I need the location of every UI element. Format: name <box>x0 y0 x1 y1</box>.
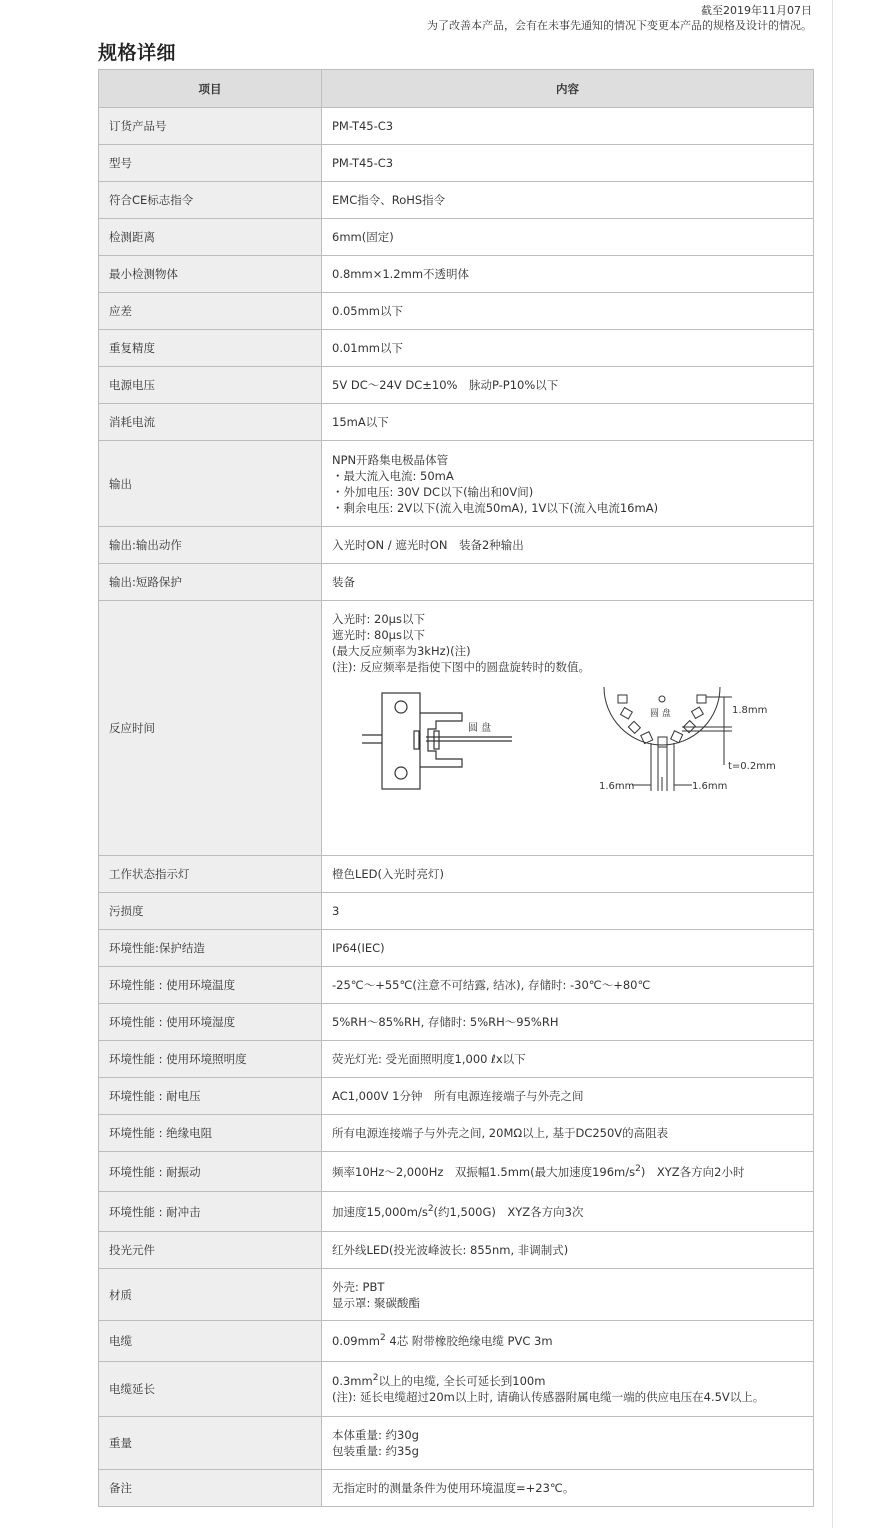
row-value: 所有电源连接端子与外壳之间, 20MΩ以上, 基于DC250V的高阻表 <box>322 1115 814 1152</box>
disk-slit <box>692 707 704 718</box>
table-header-row <box>99 70 814 108</box>
dim-1-8mm: 1.8mm <box>732 705 768 716</box>
spec-table <box>98 69 814 1507</box>
row-label: 型号 <box>99 145 322 182</box>
table-row <box>99 108 814 145</box>
table-row <box>99 330 814 367</box>
dim-1-6mm-left: 1.6mm <box>599 781 635 792</box>
row-label: 备注 <box>99 1470 322 1507</box>
emitter <box>414 731 419 749</box>
cable-text: 0.09mm <box>332 1334 381 1348</box>
shock-text-end: (约1,500G) XYZ各方向3次 <box>433 1204 584 1219</box>
disk-diagram <box>332 685 792 825</box>
row-label: 环境性能 : 耐电压 <box>99 1078 322 1115</box>
mount-hole-bottom <box>395 767 407 779</box>
row-value <box>322 1269 814 1321</box>
disk-slit <box>671 731 683 743</box>
table-row <box>99 564 814 601</box>
material-line: 外壳: PBT <box>332 1279 385 1294</box>
row-label: 电源电压 <box>99 367 322 404</box>
superscript: 2 <box>635 1163 641 1174</box>
output-line: ・外加电压: 30V DC以下(输出和0V间) <box>332 484 534 499</box>
disk-illustration <box>604 687 732 791</box>
row-label: 重复精度 <box>99 330 322 367</box>
row-value: IP64(IEC) <box>322 930 814 967</box>
row-label: 订货产品号 <box>99 108 322 145</box>
row-label: 重量 <box>99 1417 322 1470</box>
row-value: PM-T45-C3 <box>322 108 814 145</box>
row-value <box>322 601 814 856</box>
row-value: 荧光灯光: 受光面照明度1,000 ℓx以下 <box>322 1041 814 1078</box>
row-value: 15mA以下 <box>322 404 814 441</box>
vibration-text-end: ) XYZ各方向2小时 <box>640 1164 745 1179</box>
row-label: 输出:短路保护 <box>99 564 322 601</box>
row-value: 6mm(固定) <box>322 219 814 256</box>
row-value: 红外线LED(投光波峰波长: 855nm, 非调制式) <box>322 1232 814 1269</box>
table-row <box>99 930 814 967</box>
row-value: 装备 <box>322 564 814 601</box>
table-row <box>99 219 814 256</box>
notice-block <box>427 3 812 33</box>
output-line: ・剩余电压: 2V以下(流入电流50mA), 1V以下(流入电流16mA) <box>332 500 659 515</box>
disk-slit <box>658 737 667 747</box>
row-value <box>322 1362 814 1417</box>
row-label: 反应时间 <box>99 601 322 856</box>
row-label: 电缆延长 <box>99 1362 322 1417</box>
table-row <box>99 441 814 527</box>
table-row <box>99 1078 814 1115</box>
row-label: 消耗电流 <box>99 404 322 441</box>
disk-slit <box>697 695 706 703</box>
page-title: 规格详细 <box>98 42 177 64</box>
table-row <box>99 1192 814 1232</box>
row-value <box>322 1192 814 1232</box>
table-row <box>99 967 814 1004</box>
disk-slit <box>628 721 640 733</box>
date-note: 截至2019年11月07日 <box>701 4 812 17</box>
extension-line <box>332 1373 803 1389</box>
superscript: 2 <box>380 1333 386 1344</box>
response-line: 入光时: 20μs以下 <box>332 612 425 626</box>
disk-slit <box>618 695 627 703</box>
row-label: 工作状态指示灯 <box>99 856 322 893</box>
row-label: 应差 <box>99 293 322 330</box>
table-row <box>99 856 814 893</box>
row-label: 环境性能 : 使用环境照明度 <box>99 1041 322 1078</box>
row-label: 材质 <box>99 1269 322 1321</box>
sensor-slot <box>420 713 462 767</box>
row-value: 5V DC～24V DC±10% 脉动P-P10%以下 <box>322 367 814 404</box>
vibration-text: 频率10Hz～2,000Hz 双振幅1.5mm(最大加速度196m/s <box>332 1164 636 1179</box>
change-notice: 为了改善本产品，会有在未事先通知的情况下变更本产品的规格及设计的情况。 <box>427 19 812 32</box>
table-row <box>99 182 814 219</box>
table-row <box>99 527 814 564</box>
row-label: 污损度 <box>99 893 322 930</box>
table-row <box>99 1152 814 1192</box>
row-value: AC1,000V 1分钟 所有电源连接端子与外壳之间 <box>322 1078 814 1115</box>
row-value: 0.05mm以下 <box>322 293 814 330</box>
row-value: -25℃～+55℃(注意不可结露, 结冰), 存储时: -30℃～+80℃ <box>322 967 814 1004</box>
row-label: 环境性能 : 耐振动 <box>99 1152 322 1192</box>
row-label: 最小检测物体 <box>99 256 322 293</box>
row-value: 0.01mm以下 <box>322 330 814 367</box>
superscript: 2 <box>372 1373 379 1384</box>
table-row <box>99 1041 814 1078</box>
row-label: 环境性能 : 使用环境湿度 <box>99 1004 322 1041</box>
row-label: 电缆 <box>99 1321 322 1362</box>
row-label: 符合CE标志指令 <box>99 182 322 219</box>
extension-note: (注): 延长电缆超过20m以上时, 请确认传感器附属电缆一端的供应电压在4.5V以上。 <box>332 1390 765 1404</box>
response-line: (注): 反应频率是指使下图中的圆盘旋转时的数值。 <box>332 660 591 674</box>
weight-line: 包装重量: 约35g <box>332 1444 419 1458</box>
table-row <box>99 145 814 182</box>
table-row <box>99 893 814 930</box>
output-line: NPN开路集电极晶体管 <box>332 452 449 467</box>
row-label: 输出 <box>99 441 322 527</box>
table-row <box>99 1115 814 1152</box>
table-row <box>99 1004 814 1041</box>
table-row <box>99 1417 814 1470</box>
table-row <box>99 1470 814 1507</box>
table-row <box>99 1362 814 1417</box>
table-row <box>99 1321 814 1362</box>
row-label: 环境性能 : 耐冲击 <box>99 1192 322 1232</box>
superscript: 2 <box>427 1203 434 1214</box>
receiver <box>434 731 439 749</box>
dim-1-6mm-right: 1.6mm <box>692 781 728 792</box>
mount-hole-top <box>395 701 407 713</box>
extension-text-end: 以上的电缆, 全长可延长到100m <box>378 1374 546 1388</box>
row-label: 投光元件 <box>99 1232 322 1269</box>
disk-label-right: 圆 盘 <box>650 709 671 719</box>
weight-line: 本体重量: 约30g <box>332 1428 419 1442</box>
table-row <box>99 1232 814 1269</box>
output-line: ・最大流入电流: 50mA <box>332 468 454 483</box>
disk-slit <box>621 708 633 719</box>
row-value: PM-T45-C3 <box>322 145 814 182</box>
row-label: 检测距离 <box>99 219 322 256</box>
extension-text: 0.3mm <box>332 1374 373 1388</box>
row-value: EMC指令、RoHS指令 <box>322 182 814 219</box>
table-row <box>99 256 814 293</box>
row-value <box>322 1321 814 1362</box>
row-label: 环境性能 : 使用环境温度 <box>99 967 322 1004</box>
table-row <box>99 601 814 856</box>
material-line: 显示罩: 聚碳酸酯 <box>332 1295 421 1310</box>
response-line: (最大反应频率为3kHz)(注) <box>332 644 471 658</box>
row-value: 橙色LED(入光时亮灯) <box>322 856 814 893</box>
table-row <box>99 404 814 441</box>
row-value: 3 <box>322 893 814 930</box>
table-row <box>99 1269 814 1321</box>
row-label: 环境性能:保护结造 <box>99 930 322 967</box>
row-value <box>322 1417 814 1470</box>
page-border <box>832 0 833 1528</box>
disk-label: 圆 盘 <box>468 723 492 734</box>
sensor-illustration <box>362 693 512 789</box>
response-line: 遮光时: 80μs以下 <box>332 628 425 642</box>
table-row <box>99 367 814 404</box>
row-value <box>322 1152 814 1192</box>
shock-text: 加速度15,000m/s <box>332 1204 428 1219</box>
header-item: 项目 <box>99 70 322 108</box>
row-value: 0.8mm×1.2mm不透明体 <box>322 256 814 293</box>
cable-text-end: 4芯 附带橡胶绝缘电缆 PVC 3m <box>385 1334 553 1348</box>
row-label: 环境性能 : 绝缘电阻 <box>99 1115 322 1152</box>
row-value: 无指定时的测量条件为使用环境温度=+23℃。 <box>322 1470 814 1507</box>
row-value: 5%RH～85%RH, 存储时: 5%RH～95%RH <box>322 1004 814 1041</box>
row-value <box>322 441 814 527</box>
dim-thickness: t=0.2mm <box>728 761 776 772</box>
header-content: 内容 <box>322 70 814 108</box>
disk-center <box>659 696 665 702</box>
row-value: 入光时ON / 遮光时ON 装备2种输出 <box>322 527 814 564</box>
row-label: 输出:输出动作 <box>99 527 322 564</box>
table-row <box>99 293 814 330</box>
